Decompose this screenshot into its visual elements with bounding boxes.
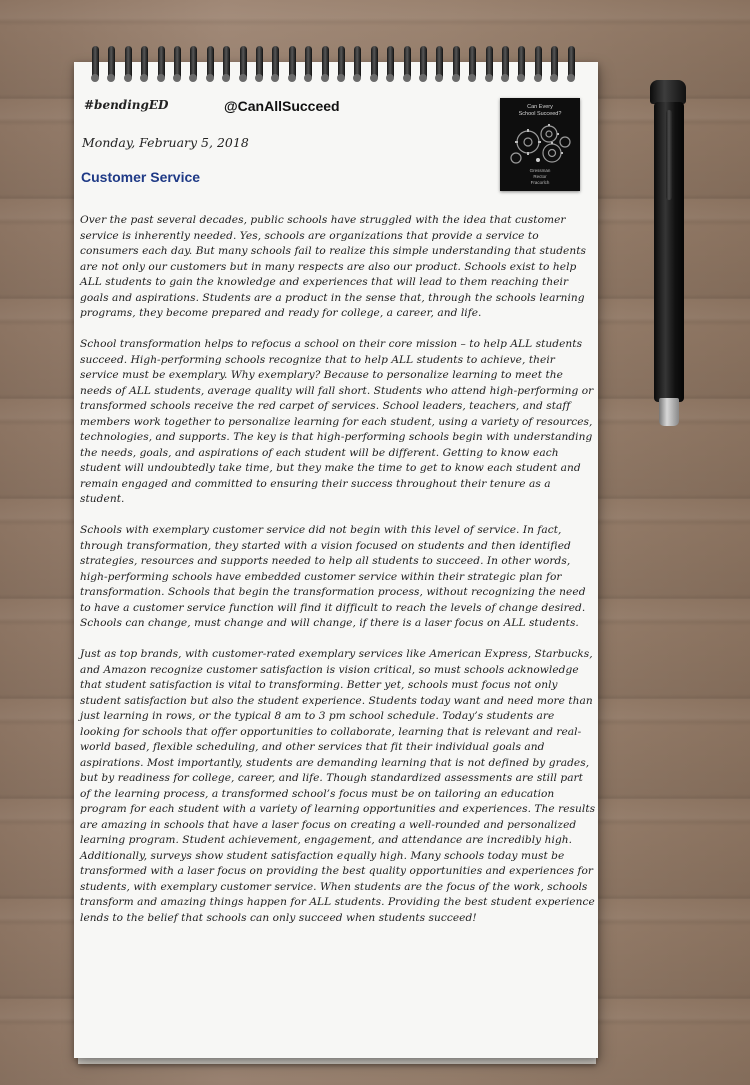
spiral-hole xyxy=(206,74,214,82)
paragraph-3: Schools with exemplary customer service did not begin with this level of service. In fact, through transformation, they started with a vision focused on students and then identified strategies, resources and supports needed to help all students to succeed. In other words, high-performing schools have embedded customer service within their strategic plan for transformation. Schools that begin the transformation process, without recognizing the need to have a customer service function will find it difficult to reach the levels of change desired. Schools can change, must change and will change, if there is a laser focus on ALL students. xyxy=(80,524,586,629)
paragraph-4: Just as top brands, with customer-rated exemplary services like American Express, Starbucks, and Amazon recognize customer satisfaction is vision critical, so must schools acknowledge that student satisfaction is vital to transforming. Better yet, schools must focus not only student satisfaction but also the student experience. Students today want and need more than just learning in rows, or the typical 8 am to 3 pm school schedule. Today’s students are looking for schools that offer opportunities to collaborate, learning that is relevant and real-world based, flexible scheduling, and other services that fit their individual goals and aspirations. Most importantly, students are demanding learning that is not defined by grades, but by readiness for college, career, and life. Though standardized assessments are still part of the learning process, a transformed school’s focus must be on tailoring an education program for each student with a variety of learning opportunities and experiences. The results are amazing in schools that have a laser focus on creating a well-rounded and personalized learning program. Student achievement, engagement, and attendance are incredibly high. Additionally, surveys show student satisfaction equally high. Many schools today must be transformed with a laser focus on providing the best quality opportunities and experiences for students, with exemplary customer service. When students are the focus of the work, schools transform and amazing things happen for ALL students. Providing the best student experience lends to the belief that schools can only succeed when students succeed! xyxy=(80,648,596,924)
spiral-hole xyxy=(386,74,394,82)
spiral-hole xyxy=(419,74,427,82)
spiral-hole xyxy=(107,74,115,82)
spiral-hole xyxy=(304,74,312,82)
spiral-hole xyxy=(173,74,181,82)
spiral-hole xyxy=(517,74,525,82)
spiral-hole xyxy=(534,74,542,82)
pen xyxy=(648,80,688,430)
book-author-1: Gressman xyxy=(529,168,551,173)
spiral-binding xyxy=(92,46,582,86)
book-authors xyxy=(500,168,580,186)
spiral-hole xyxy=(468,74,476,82)
pen-clip xyxy=(666,110,672,200)
hashtag-label: #bendingED xyxy=(84,98,169,112)
spiral-hole xyxy=(485,74,493,82)
spiral-hole xyxy=(550,74,558,82)
spiral-hole xyxy=(435,74,443,82)
spiral-hole xyxy=(353,74,361,82)
gears-icon xyxy=(508,120,572,166)
book-author-2: Rector xyxy=(533,174,547,179)
spiral-hole xyxy=(370,74,378,82)
spiral-hole xyxy=(124,74,132,82)
spiral-hole xyxy=(222,74,230,82)
paragraph-2: School transformation helps to refocus a school on their core mission – to help ALL students succeed. High-performing schools recognize that to help ALL students to achieve, their service must be exemplary. Why exemplary? Because to personalize learning to meet the needs of ALL students, average quality will fall short. Students who attend high-performing or transformed schools receive the red carpet of services. School leaders, teachers, and staff members work together to personalize learning for each student, using a variety of resources, technologies, and supports. The key is that high-performing schools begin with understanding the needs, goals, and aspirations of each student will be different. Getting to know each student will undoubtedly take time, but they make the time to get to know each student and remain engaged and committed to ensuring their success throughout their tenure as a student. xyxy=(80,338,594,505)
spiral-hole xyxy=(403,74,411,82)
spiral-hole xyxy=(501,74,509,82)
book-cover-image xyxy=(500,98,580,191)
spiral-hole xyxy=(271,74,279,82)
spiral-hole xyxy=(91,74,99,82)
spiral-hole xyxy=(239,74,247,82)
spiral-hole xyxy=(189,74,197,82)
post-date: Monday, February 5, 2018 xyxy=(82,135,249,150)
spiral-hole xyxy=(140,74,148,82)
paragraph-1: Over the past several decades, public schools have struggled with the idea that customer service is inherently needed. Yes, schools are organizations that provide a service to consumers each day. But many schools fail to realize this simple understanding that students are not only our customers but in many respects are also our product. Schools exist to help ALL students to gain the knowledge and experiences that will lead to them reaching their goals and aspirations. Students are a product in the sense that, through the schools learning programs, they become prepared and ready for college, a career, and life. xyxy=(80,214,587,319)
spiral-hole xyxy=(321,74,329,82)
article-body xyxy=(80,213,596,942)
spiral-hole xyxy=(337,74,345,82)
spiral-hole xyxy=(567,74,575,82)
twitter-handle: @CanAllSucceed xyxy=(224,98,340,114)
spiral-hole xyxy=(288,74,296,82)
spiral-hole xyxy=(452,74,460,82)
spiral-hole xyxy=(157,74,165,82)
book-title xyxy=(500,104,580,118)
book-title-line-2: School Succeed? xyxy=(518,111,562,117)
book-title-line-1: Can Every xyxy=(527,104,553,110)
pen-tip xyxy=(659,398,679,426)
book-author-3: Fracorlch xyxy=(530,180,550,185)
spiral-hole xyxy=(255,74,263,82)
pen-cap xyxy=(650,80,686,104)
post-title: Customer Service xyxy=(81,169,201,185)
